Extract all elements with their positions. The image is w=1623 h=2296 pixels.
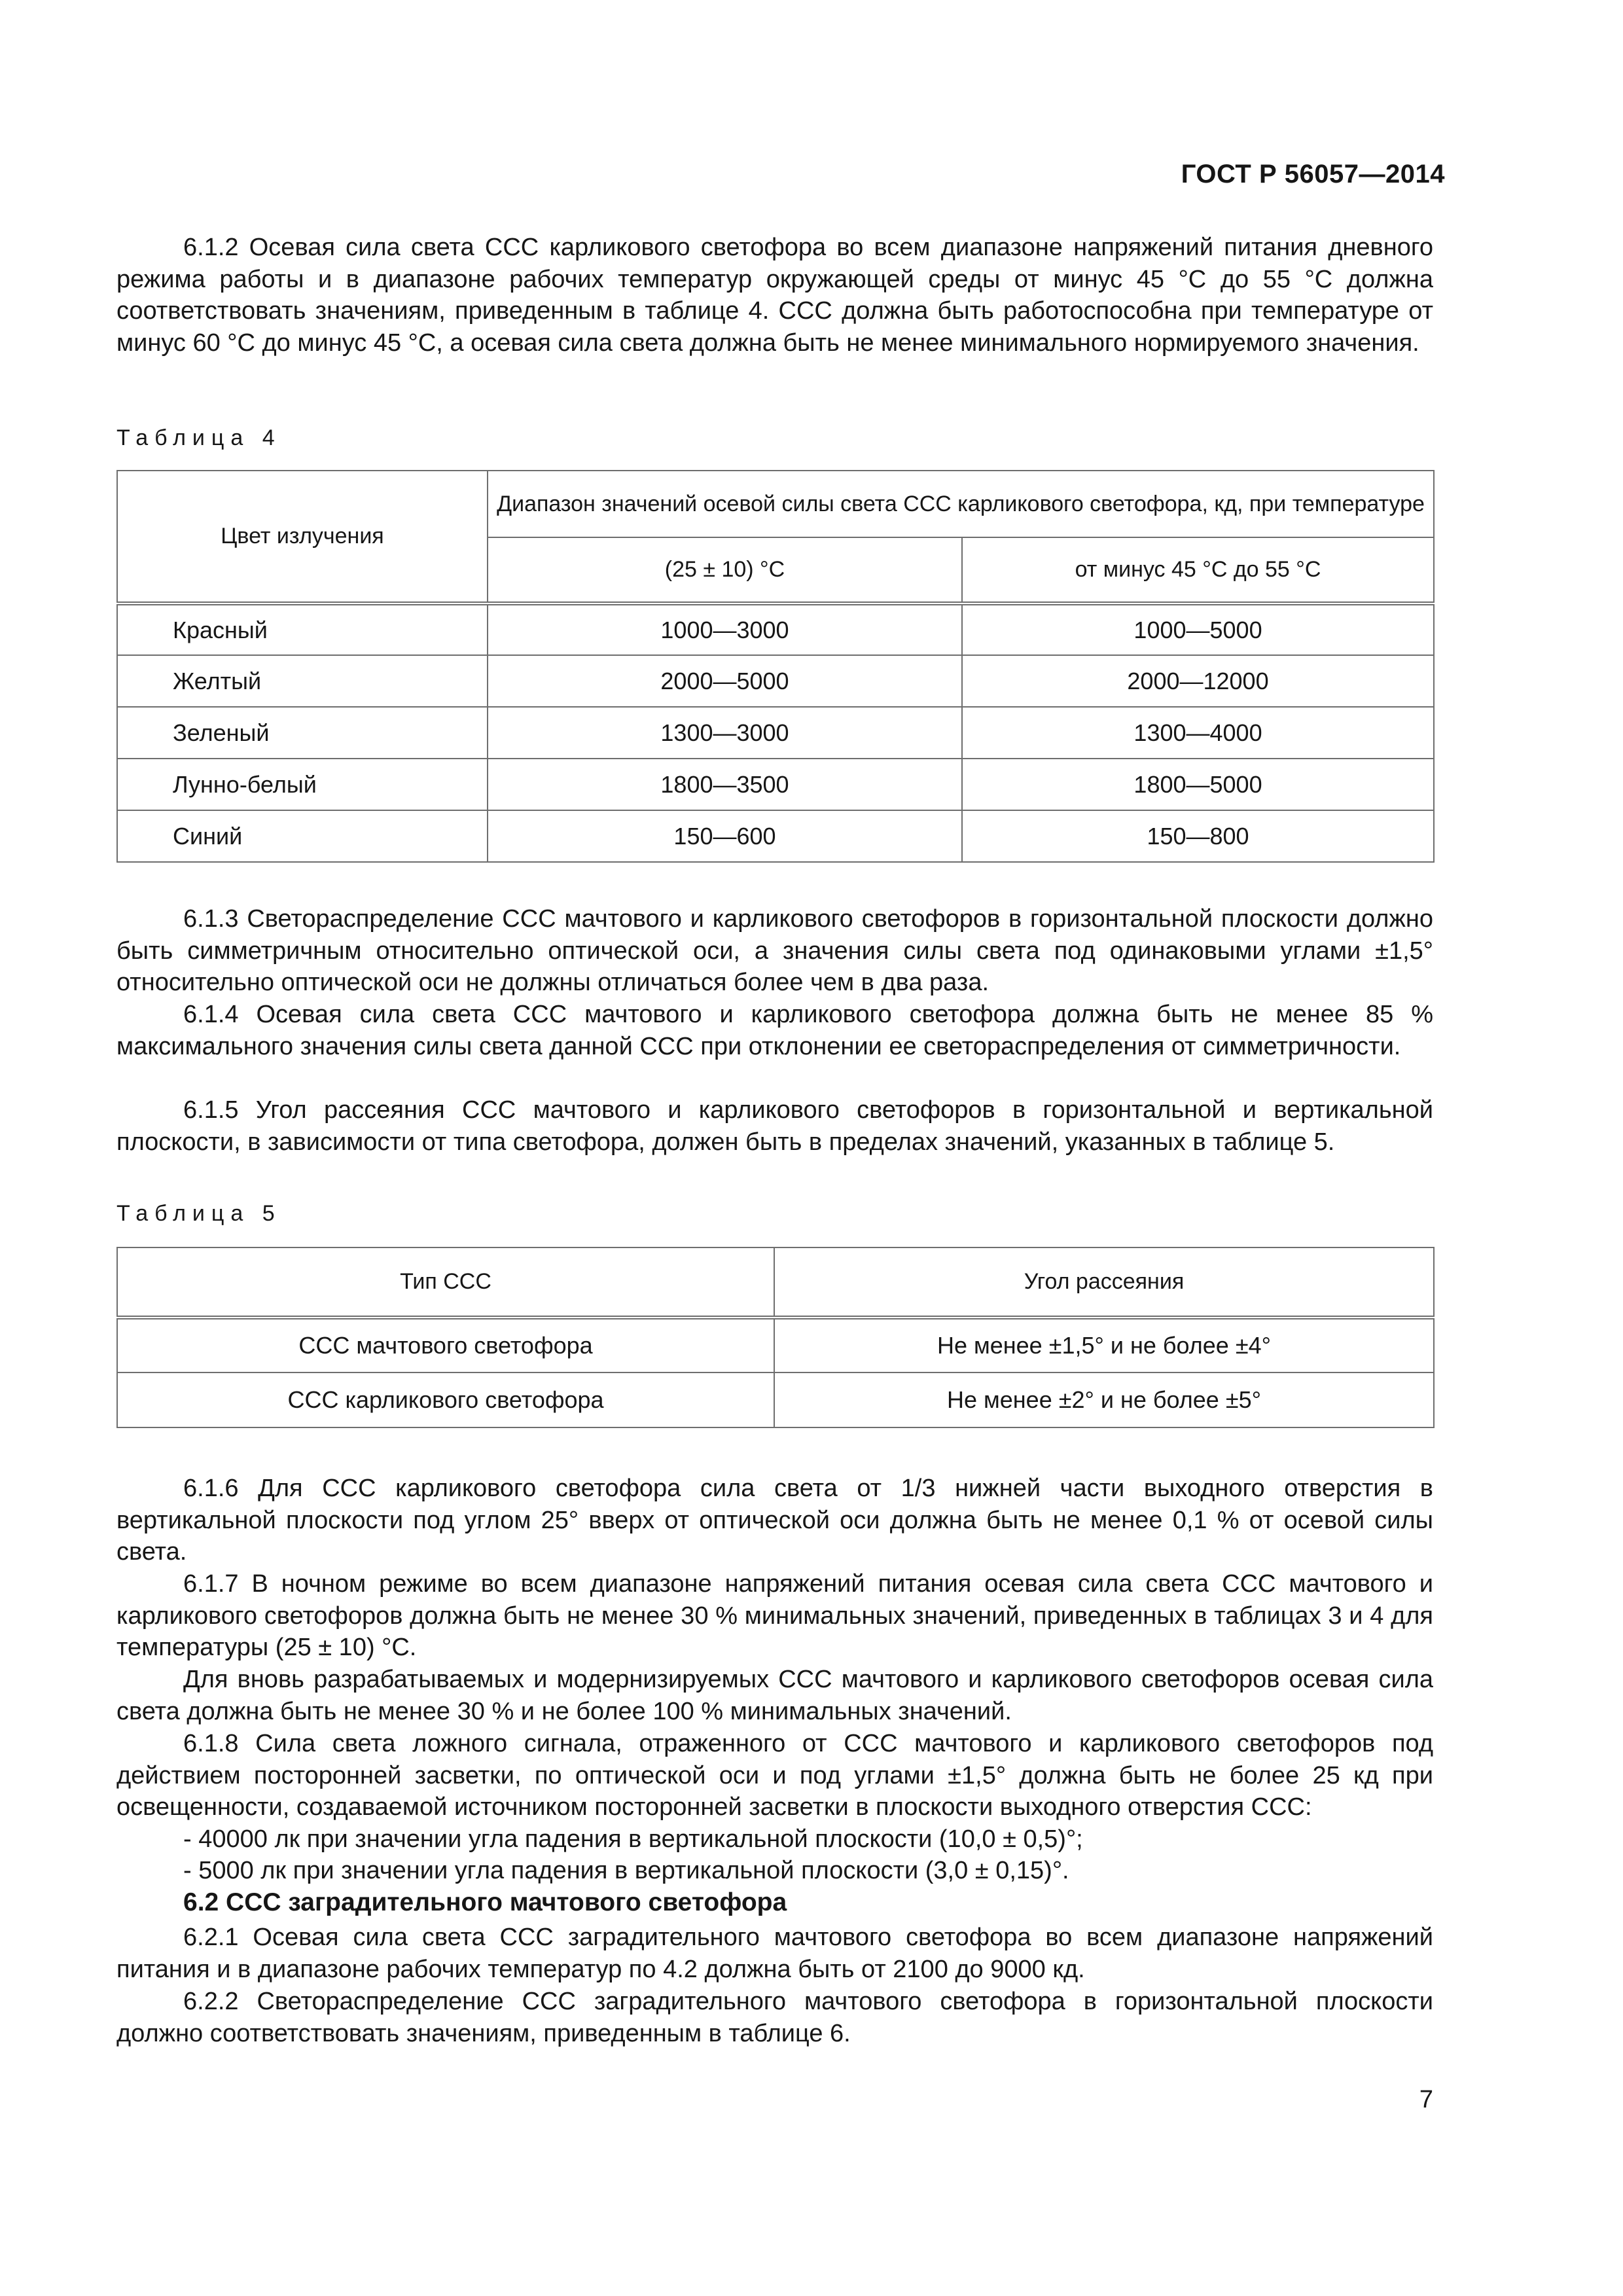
table-4-header-color: Цвет излучения (117, 471, 488, 603)
paragraph-text: 6.1.5 Угол рассеяния ССС мачтового и карликового светофоров в горизонтальной и вертикальной плоскости, в зависимости от типа светофора, должен быть в пределах значений, указанных в таблице 5. (116, 1096, 1433, 1156)
table-4 (116, 470, 1435, 863)
paragraph-6-1-8 (116, 1728, 1433, 1823)
table-4-header-group: Диапазон значений осевой силы света ССС карликового светофора, кд, при температуре (488, 471, 1434, 537)
table-cell-color: Лунно-белый (117, 759, 488, 810)
table-cell-color: Красный (117, 603, 488, 655)
table-cell-value: 1800—3500 (488, 759, 962, 810)
table-5-header-type: Тип ССС (117, 1247, 774, 1318)
table-row (117, 1372, 1434, 1427)
table-cell-value: 150—800 (962, 810, 1434, 862)
table-cell-value: 1800—5000 (962, 759, 1434, 810)
paragraph-text: 6.1.3 Светораспределение ССС мачтового и карликового светофоров в горизонтальной плоскости должно быть симметричным относительно оптической оси, а значения силы света под одинаковыми углами ±1,5° относительно оптической оси не должны отличаться более чем в два раза. (116, 905, 1433, 996)
paragraph-6-1-7 (116, 1568, 1433, 1664)
paragraph-6-2-2 (116, 1986, 1433, 2049)
table-cell-color: Синий (117, 810, 488, 862)
section-heading-6-2: 6.2 ССС заградительного мачтового светофора (183, 1888, 787, 1916)
table-cell-value: 150—600 (488, 810, 962, 862)
table-cell-angle: Не менее ±1,5° и не более ±4° (774, 1318, 1434, 1372)
paragraph-text: 6.1.8 Сила света ложного сигнала, отраженного от ССС мачтового и карликового светофоров под действием посторонней засветки, по оптической оси и под углами ±1,5° должна быть не более 25 кд при освещенности, создаваемой источником посторонней засветки в плоскости выходного отверстия ССС: (116, 1730, 1433, 1821)
table-4-header-t1: (25 ± 10) °С (488, 537, 962, 603)
table-5-header-angle: Угол рассеяния (774, 1247, 1434, 1318)
table-5-label: Таблица 5 (116, 1201, 281, 1226)
document-id: ГОСТ Р 56057—2014 (1181, 160, 1445, 188)
paragraph-6-1-5 (116, 1094, 1433, 1158)
table-cell-value: 2000—5000 (488, 655, 962, 707)
paragraph-6-1-7-extra (116, 1664, 1433, 1727)
list-item: - 40000 лк при значении угла падения в вертикальной плоскости (10,0 ± 0,5)°; (183, 1825, 1083, 1853)
table-cell-value: 1000—5000 (962, 603, 1434, 655)
table-cell-value: 1300—4000 (962, 707, 1434, 759)
page-number: 7 (1419, 2086, 1433, 2113)
paragraph-text: 6.1.4 Осевая сила света ССС мачтового и карликового светофора должна быть не менее 85 % максимального значения силы света данной ССС при отклонении ее светораспределения от симметричности. (116, 1001, 1433, 1060)
paragraph-6-1-2 (116, 232, 1433, 359)
table-cell-angle: Не менее ±2° и не более ±5° (774, 1372, 1434, 1427)
table-cell-value: 2000—12000 (962, 655, 1434, 707)
table-4-header-t2: от минус 45 °С до 55 °С (962, 537, 1434, 603)
paragraph-6-1-6 (116, 1473, 1433, 1568)
paragraph-text: 6.2.1 Осевая сила света ССС заградительного мачтового светофора во всем диапазоне напряжений питания и в диапазоне рабочих температур по 4.2 должна быть от 2100 до 9000 кд. (116, 1924, 1433, 1983)
table-cell-type: ССС мачтового светофора (117, 1318, 774, 1372)
table-row (117, 810, 1434, 862)
table-row (117, 603, 1434, 655)
paragraph-6-1-4 (116, 999, 1433, 1062)
paragraph-6-2-1 (116, 1922, 1433, 1985)
table-cell-type: ССС карликового светофора (117, 1372, 774, 1427)
paragraph-text: 6.1.2 Осевая сила света ССС карликового светофора во всем диапазоне напряжений питания дневного режима работы и в диапазоне рабочих температур окружающей среды от минус 45 °С до 55 °С должна соответствовать значениям, приведенным в таблице 4. ССС должна быть работоспособна при температуре от минус 60 °С до минус 45 °С, а осевая сила света должна быть не менее минимального нормируемого значения. (116, 234, 1433, 357)
table-cell-color: Зеленый (117, 707, 488, 759)
table-5 (116, 1247, 1435, 1428)
table-cell-value: 1000—3000 (488, 603, 962, 655)
table-row (117, 655, 1434, 707)
table-cell-color: Желтый (117, 655, 488, 707)
table-row (117, 707, 1434, 759)
paragraph-text: 6.2.2 Светораспределение ССС заградительного мачтового светофора в горизонтальной плоскости должно соответствовать значениям, приведенным в таблице 6. (116, 1988, 1433, 2047)
list-item: - 5000 лк при значении угла падения в вертикальной плоскости (3,0 ± 0,15)°. (183, 1857, 1069, 1884)
paragraph-text: 6.1.7 В ночном режиме во всем диапазоне напряжений питания осевая сила света ССС мачтового и карликового светофоров должна быть не менее 30 % минимальных значений, приведенных в таблицах 3 и 4 для температуры (25 ± 10) °С. (116, 1570, 1433, 1661)
table-cell-value: 1300—3000 (488, 707, 962, 759)
table-row (117, 1318, 1434, 1372)
paragraph-text: 6.1.6 Для ССС карликового светофора сила света от 1/3 нижней части выходного отверстия в вертикальной плоскости под углом 25° вверх от оптической оси должна быть не менее 0,1 % от осевой силы света. (116, 1475, 1433, 1566)
table-row (117, 759, 1434, 810)
table-4-label: Таблица 4 (116, 425, 281, 450)
paragraph-text: Для вновь разрабатываемых и модернизируемых ССС мачтового и карликового светофоров осевая сила света должна быть не менее 30 % и не более 100 % минимальных значений. (116, 1666, 1433, 1725)
paragraph-6-1-3 (116, 903, 1433, 999)
